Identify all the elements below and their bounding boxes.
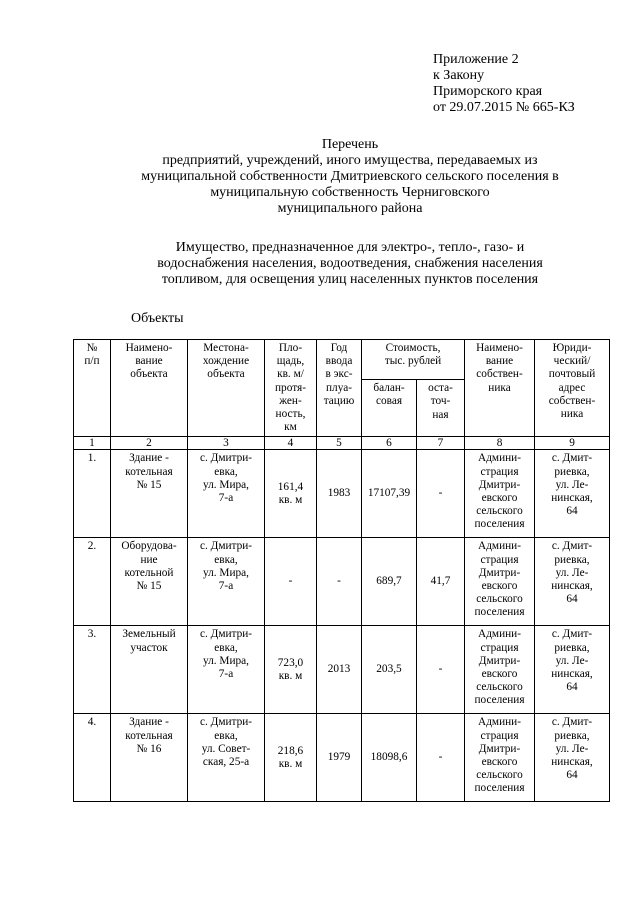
column-number: 5 — [317, 437, 362, 450]
cell-line: котельная — [125, 465, 173, 478]
cell-location — [188, 626, 265, 714]
cell-year: 2013 — [317, 626, 362, 714]
document-title — [60, 137, 640, 217]
cell-residual: - — [417, 626, 465, 714]
cell-line: № 15 — [136, 478, 162, 491]
cell-line: риевка, — [554, 729, 590, 742]
cell-location — [188, 450, 265, 538]
cell-line: ул. Ле- — [555, 478, 589, 491]
cell-line: ская, 25-а — [202, 756, 250, 769]
cell-line: 64 — [566, 505, 578, 518]
header-owner — [465, 340, 535, 437]
column-number: 4 — [265, 437, 317, 450]
cell-line: с. Дмит- — [551, 540, 593, 553]
cell-line: кв. м — [278, 493, 303, 506]
cell-line: с. Дмитри- — [199, 452, 253, 465]
cell-line: протя- — [275, 381, 306, 394]
cell-address — [535, 450, 610, 538]
cell-name — [111, 450, 188, 538]
cell-line: ность, — [275, 408, 306, 421]
cell-line: Админи- — [478, 716, 521, 729]
appendix-line: Приморского края — [433, 84, 543, 99]
cell-line: 218,6 — [277, 744, 304, 757]
cell-line: объекта — [207, 368, 245, 381]
cell-line: котельная — [125, 729, 173, 742]
cell-line: поселения — [474, 694, 525, 707]
cell-line: хождение — [202, 355, 250, 368]
cell-line: тыс. рублей — [384, 355, 442, 368]
cell-line: Пло- — [278, 342, 303, 354]
cell-line: вание — [485, 355, 514, 368]
cell-line: тацию — [323, 394, 355, 407]
cell-line: Земельный — [122, 628, 176, 641]
cell-line: плуа- — [326, 381, 352, 394]
cell-area — [265, 626, 317, 714]
document-subtitle — [60, 240, 640, 288]
cell-line: с. Дмит- — [551, 628, 593, 641]
cell-year: 1983 — [317, 450, 362, 538]
cell-line: 64 — [566, 593, 578, 606]
cell-line: Дмитри- — [478, 566, 521, 579]
cell-line: собствен- — [476, 368, 523, 381]
cell-area — [265, 538, 317, 626]
cell-line: кв. м — [278, 757, 303, 770]
table-body — [74, 450, 610, 802]
cell-line: Наимено- — [476, 342, 523, 354]
cell-line: сельского — [476, 505, 523, 518]
cell-owner — [465, 626, 535, 714]
cell-line: евского — [481, 756, 518, 769]
cell-line: № 16 — [136, 742, 162, 755]
cell-line: Здание - — [129, 452, 169, 465]
cell-line: с. Дмит- — [551, 716, 593, 729]
cell-line: 64 — [566, 769, 578, 782]
subtitle-line: водоснабжения населения, водоотведения, снабжения населения — [157, 256, 543, 271]
cell-line: сельского — [476, 593, 523, 606]
cell-line: ул. Ле- — [555, 654, 589, 667]
table-row — [74, 714, 610, 802]
cell-line: евского — [481, 668, 518, 681]
cell-location — [188, 538, 265, 626]
appendix-line: Приложение 2 — [433, 52, 519, 67]
title-line: муниципальной собственности Дмитриевского сельского поселения в — [141, 169, 559, 184]
cell-line: евского — [481, 580, 518, 593]
cell-line: сельского — [476, 681, 523, 694]
cell-line: Админи- — [478, 628, 521, 641]
appendix-block — [433, 52, 575, 116]
cell-line: евка, — [214, 465, 238, 478]
cell-line: Дмитри- — [478, 654, 521, 667]
cell-line: Здание - — [129, 716, 169, 729]
column-number: 6 — [362, 437, 417, 450]
cell-line: адрес — [558, 381, 586, 394]
cell-line: с. Дмитри- — [199, 716, 253, 729]
cell-line: поселения — [474, 518, 525, 531]
header-year — [317, 340, 362, 437]
title-line: муниципальную собственность Черниговского — [210, 185, 490, 200]
cell-line: кв. м — [278, 669, 303, 682]
cell-address — [535, 626, 610, 714]
cell-line: с. Дмит- — [551, 452, 593, 465]
cell-line: оста- — [428, 382, 453, 395]
cell-line: Админи- — [478, 540, 521, 553]
cell-line: в экс- — [325, 368, 353, 381]
cell-area — [265, 714, 317, 802]
cell-year: 1979 — [317, 714, 362, 802]
cell-balance: 689,7 — [362, 538, 417, 626]
cell-line: Наимено- — [125, 342, 173, 354]
cell-line: 723,0 — [277, 656, 304, 669]
cell-line: щадь, — [276, 355, 305, 368]
header-residual — [417, 380, 465, 437]
cell-residual: - — [417, 450, 465, 538]
cell-line: Юриди- — [552, 342, 592, 354]
cell-line: евка, — [214, 641, 238, 654]
cell-line: № 15 — [136, 580, 162, 593]
cell-line: риевка, — [554, 641, 590, 654]
cell-line: евка, — [214, 729, 238, 742]
cell-balance: 18098,6 — [362, 714, 417, 802]
cell-line: ника — [488, 381, 511, 394]
column-number: 9 — [535, 437, 610, 450]
cell-line: вание — [135, 355, 163, 368]
cell-owner — [465, 714, 535, 802]
title-line: муниципального района — [277, 201, 423, 216]
cell-line: риевка, — [554, 465, 590, 478]
cell-name — [111, 538, 188, 626]
cell-line: 64 — [566, 681, 578, 694]
table-row — [74, 538, 610, 626]
cell-line: евка, — [214, 553, 238, 566]
cell-line: Стоимость, — [385, 342, 441, 354]
cell-address — [535, 538, 610, 626]
cell-line: нинская, — [551, 492, 593, 505]
cell-line: нинская, — [551, 756, 593, 769]
header-address — [535, 340, 610, 437]
column-numbers-row — [74, 437, 610, 450]
cell-line: 161,4 — [277, 480, 304, 493]
cell-line: ная — [432, 408, 449, 421]
cell-line: поселения — [474, 606, 525, 619]
cell-balance: 17107,39 — [362, 450, 417, 538]
cell-line: Дмитри- — [478, 478, 521, 491]
objects-table — [73, 339, 610, 802]
column-number: 1 — [74, 437, 111, 450]
cell-line: с. Дмитри- — [199, 628, 253, 641]
column-number: 8 — [465, 437, 535, 450]
cell-line: почтовый — [548, 368, 596, 381]
cell-line: 7-а — [218, 668, 234, 681]
table-row — [74, 626, 610, 714]
cell-num: 3. — [74, 626, 111, 714]
title-line: Перечень — [321, 137, 379, 152]
subtitle-line: топливом, для освещения улиц населенных пунктов поселения — [161, 272, 539, 287]
cell-line: № — [86, 342, 98, 354]
column-number: 2 — [111, 437, 188, 450]
cell-line: страция — [480, 729, 519, 742]
header-num — [74, 340, 111, 437]
cell-line: жен- — [279, 394, 302, 407]
cell-line: котельной — [124, 566, 174, 579]
cell-line: ул. Ле- — [555, 566, 589, 579]
cell-line: ул. Ле- — [555, 742, 589, 755]
cell-line: балан- — [373, 382, 405, 395]
cell-line: с. Дмитри- — [199, 540, 253, 553]
header-location — [188, 340, 265, 437]
cell-line: ул. Мира, — [202, 566, 249, 579]
cell-line: страция — [480, 465, 519, 478]
cell-year: - — [317, 538, 362, 626]
appendix-line: к Закону — [433, 68, 485, 83]
cell-name — [111, 714, 188, 802]
header-area — [265, 340, 317, 437]
cell-line: км — [284, 421, 297, 434]
cell-line: точ- — [430, 395, 451, 408]
cell-line: поселения — [474, 782, 525, 795]
cell-line: п/п — [84, 355, 100, 368]
cell-line: ника — [560, 408, 584, 421]
cell-line: совая — [375, 395, 403, 408]
column-number: 7 — [417, 437, 465, 450]
cell-residual: 41,7 — [417, 538, 465, 626]
cell-line: ввода — [325, 355, 353, 368]
cell-name — [111, 626, 188, 714]
cell-num: 1. — [74, 450, 111, 538]
header-name — [111, 340, 188, 437]
cell-line: участок — [130, 641, 168, 654]
cell-line: Оборудова- — [121, 540, 177, 553]
cell-line: страция — [480, 641, 519, 654]
cell-location — [188, 714, 265, 802]
cell-line: Местона- — [203, 342, 249, 354]
header-balance — [362, 380, 417, 437]
cell-balance: 203,5 — [362, 626, 417, 714]
cell-owner — [465, 450, 535, 538]
cell-area — [265, 450, 317, 538]
subtitle-line: Имущество, предназначенное для электро-, тепло-, газо- и — [175, 240, 525, 255]
cell-line: собствен- — [548, 394, 596, 407]
cell-line: ул. Мира, — [202, 478, 249, 491]
cell-line: нинская, — [551, 668, 593, 681]
cell-num: 4. — [74, 714, 111, 802]
cell-line: Админи- — [478, 452, 521, 465]
cell-owner — [465, 538, 535, 626]
cell-line: 7-а — [218, 492, 234, 505]
title-line: предприятий, учреждений, иного имущества, передаваемых из — [162, 153, 538, 168]
cell-address — [535, 714, 610, 802]
cell-line: ул. Мира, — [202, 654, 249, 667]
table-row — [74, 450, 610, 538]
appendix-line: от 29.07.2015 № 665-КЗ — [433, 100, 575, 115]
cell-line: Год — [330, 342, 348, 354]
cell-line: объекта — [130, 368, 168, 381]
cell-line: кв. м/ — [277, 368, 304, 381]
cell-line: страция — [480, 553, 519, 566]
cell-num: 2. — [74, 538, 111, 626]
column-number: 3 — [188, 437, 265, 450]
cell-line: евского — [481, 492, 518, 505]
header-cost — [362, 340, 465, 380]
section-heading: Объекты — [131, 311, 184, 326]
cell-line: нинская, — [551, 580, 593, 593]
cell-line: - — [288, 575, 293, 588]
cell-residual: - — [417, 714, 465, 802]
cell-line: ул. Совет- — [201, 742, 251, 755]
table-header — [74, 340, 610, 450]
cell-line: риевка, — [554, 553, 590, 566]
cell-line: ние — [140, 553, 158, 566]
cell-line: Дмитри- — [478, 742, 521, 755]
cell-line: 7-а — [218, 580, 234, 593]
cell-line: ческий/ — [553, 355, 591, 368]
cell-line: сельского — [476, 769, 523, 782]
